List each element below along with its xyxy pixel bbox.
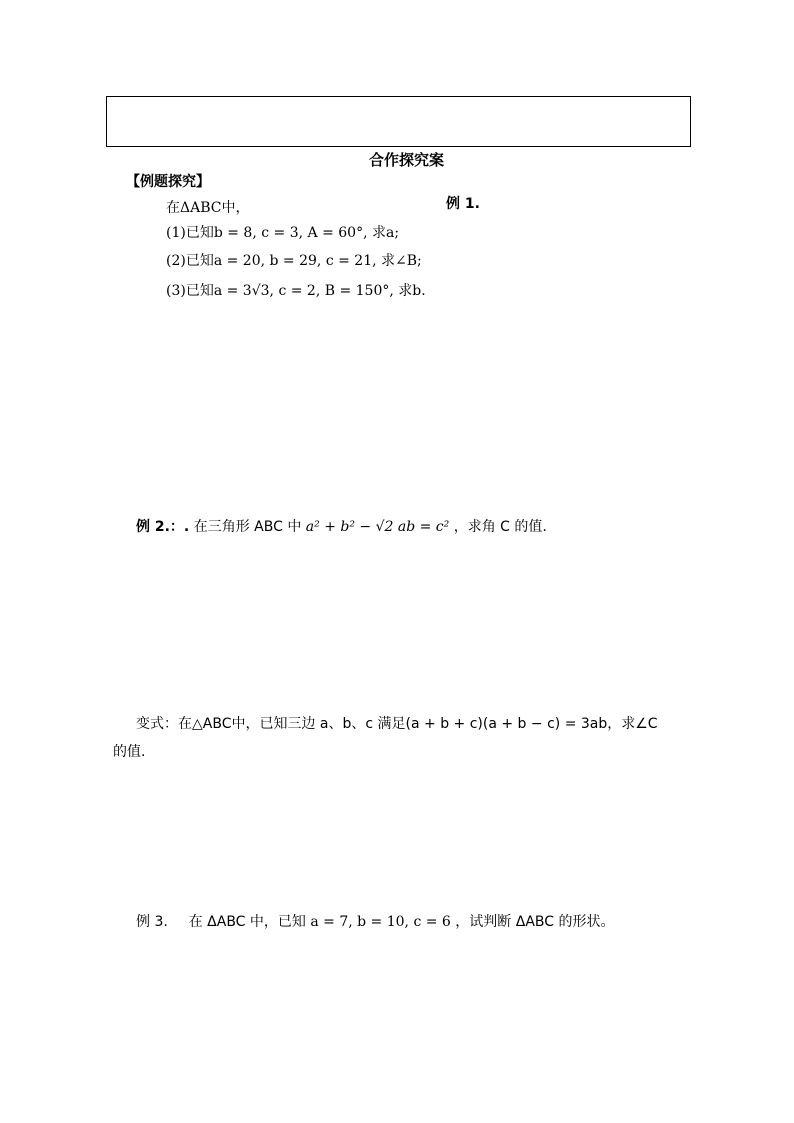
- example-3-text-after: ，试判断 ΔABC 的形状。: [455, 914, 615, 930]
- example-3-label: 例 3.: [136, 914, 168, 930]
- top-blank-box: [106, 96, 691, 147]
- example-1-intro: 在ΔABC中，: [166, 200, 250, 216]
- example-3-text-before: 在 ΔABC 中，已知: [188, 914, 311, 930]
- example-3-formula: a = 7, b = 10, c = 6: [310, 914, 451, 930]
- variant-problem-line-1: 变式：在△ABC中，已知三边 a、b、c 满足(a + b + c)(a + b − c) = 3ab，求∠C: [136, 716, 658, 732]
- example-2-formula: a² + b² − √2 ab = c²: [305, 519, 450, 535]
- section-title: 合作探究案: [369, 151, 445, 169]
- example-1-part-3: (3)已知a = 3√3, c = 2, B = 150°, 求b.: [166, 283, 426, 299]
- example-2-label: 例 2.：.: [136, 519, 190, 535]
- example-1-part-2: (2)已知a = 20, b = 29, c = 21, 求∠B;: [166, 253, 422, 269]
- example-2-text-before: 在三角形 ABC 中: [193, 519, 306, 535]
- example-3: [136, 911, 615, 931]
- example-1-part-1: (1)已知b = 8, c = 3, A = 60°, 求a;: [166, 225, 400, 241]
- example-section-heading: 【例题探究】: [126, 174, 210, 190]
- example-2-text-after: ，求角 C 的值.: [453, 519, 547, 535]
- example-1-label: 例 1.: [446, 196, 480, 212]
- example-2: [136, 516, 547, 536]
- variant-problem-line-2: 的值.: [113, 744, 146, 760]
